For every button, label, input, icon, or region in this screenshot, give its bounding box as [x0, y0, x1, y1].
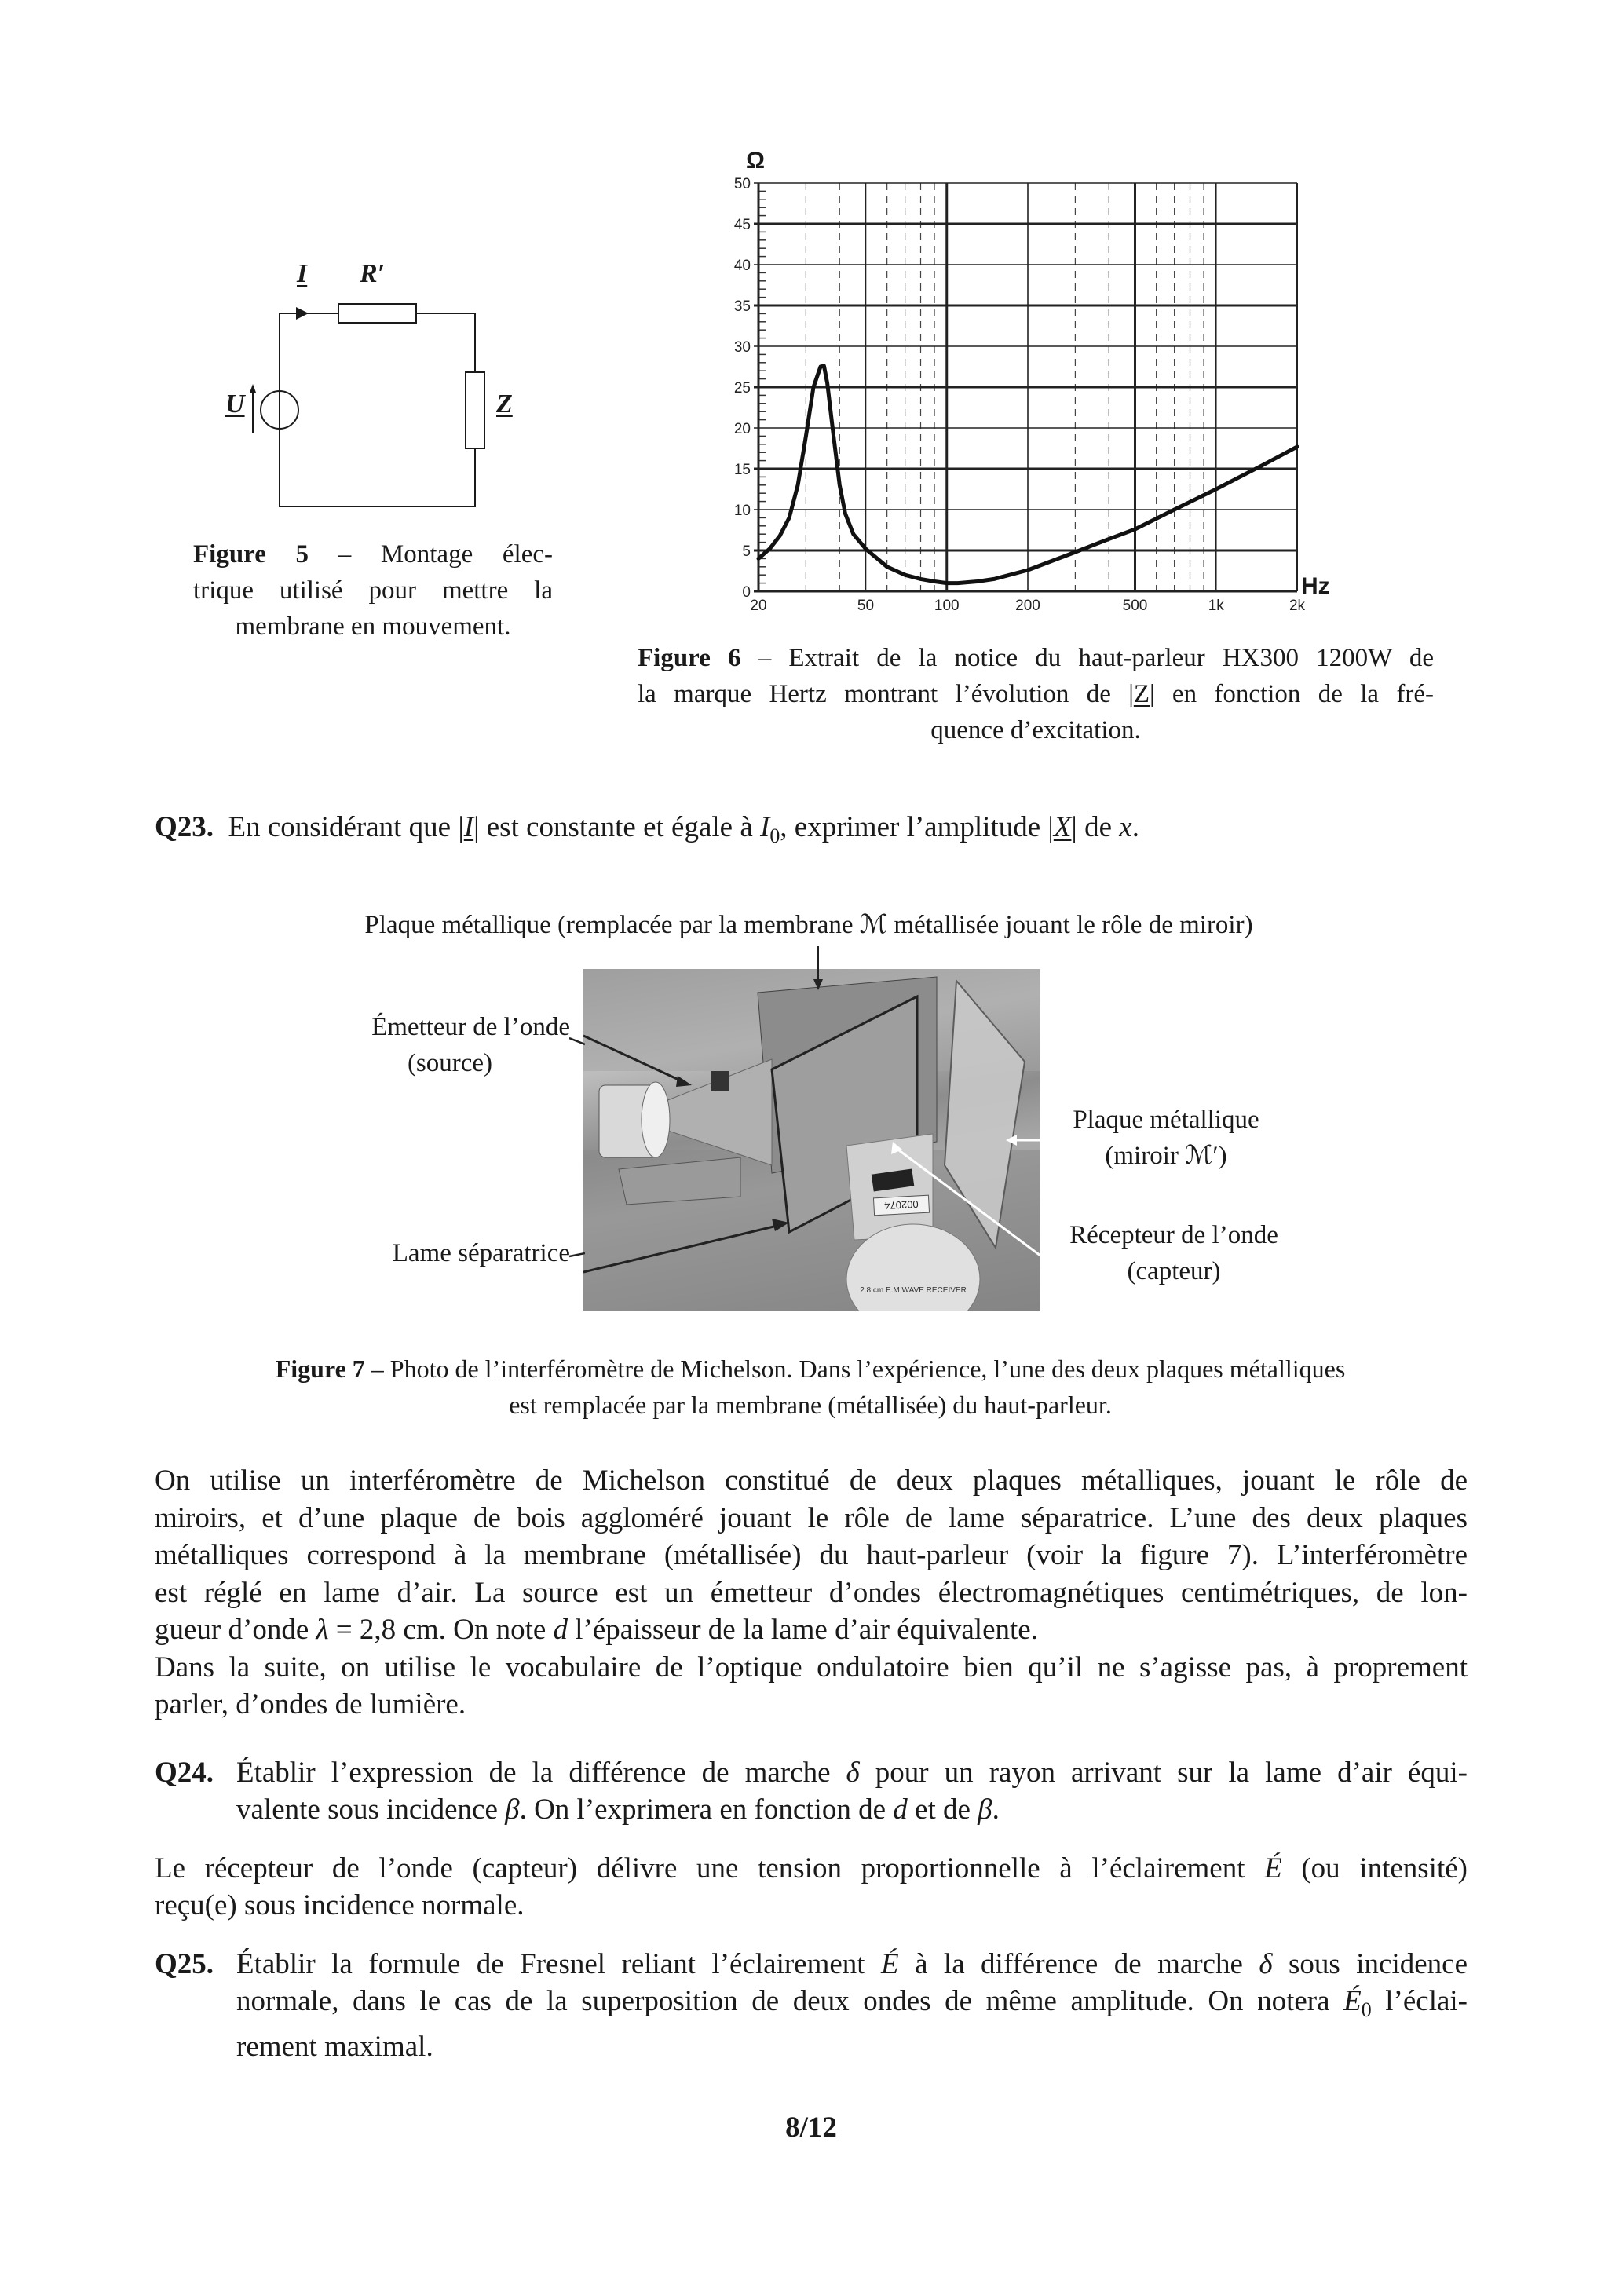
question-q24: Q24. Établir l’expression de la différence de marche δ pour un rayon arrivant sur la lame d’air équi- valente sous incidence β. On l’exprimera en fonction de d et de β.: [155, 1754, 1468, 1828]
voltage-arrow-icon: [250, 384, 256, 393]
svg-text:20: 20: [733, 421, 751, 437]
svg-text:2k: 2k: [1289, 598, 1306, 614]
impedance-z: [466, 372, 484, 448]
svg-text:10: 10: [733, 503, 751, 519]
chart-y-unit: Ω: [746, 148, 766, 174]
q23-number: Q23.: [155, 811, 214, 843]
label-source: U: [225, 389, 245, 419]
svg-text:5: 5: [742, 543, 751, 560]
svg-text:0: 0: [742, 584, 751, 601]
label-splitter: Lame séparatrice: [392, 1239, 570, 1267]
figure6-caption: Figure 6 – Extrait de la notice du haut-parleur HX300 1200W de la marque Hertz montrant l’évolution de |Z| en fonction de la fré- quence d’excitation.: [638, 644, 1435, 744]
svg-text:30: 30: [733, 339, 751, 356]
question-q25: Q25. Établir la formule de Fresnel reliant l’éclairement É à la différence de marche δ sous incidence normale, dans le cas de la superposition de deux ondes de même amplitude. On notera $É_0$ l’éclai- rement maximal.: [155, 1946, 1468, 2065]
q25-number: Q25.: [155, 1948, 214, 1980]
figure5-circuit: [212, 259, 542, 526]
svg-text:100: 100: [934, 598, 960, 614]
svg-text:35: 35: [733, 298, 751, 315]
figure5-caption: Figure 5 – Montage élec- trique utilisé pour mettre la membrane en mouvement.: [193, 540, 554, 641]
top-label-arrow-icon: [810, 946, 826, 993]
label-receiver: Récepteur de l’onde (capteur): [1069, 1221, 1278, 1285]
michelson-photo: [583, 969, 1040, 1311]
svg-text:2.8 cm E.M WAVE RECEIVER: 2.8 cm E.M WAVE RECEIVER: [860, 1286, 967, 1295]
chart-x-unit: Hz: [1301, 573, 1330, 599]
label-impedance: Z: [496, 389, 513, 419]
svg-text:15: 15: [733, 462, 751, 478]
label-current: I: [297, 259, 308, 288]
impedance-chart: [722, 149, 1351, 620]
svg-text:50: 50: [857, 598, 875, 614]
figure7-top-label: Plaque métallique (remplacée par la membrane ℳ métallisée jouant le rôle de miroir): [364, 911, 1253, 939]
current-arrow-icon: [296, 307, 309, 320]
svg-text:50: 50: [733, 176, 751, 192]
paragraph-receiver: Le récepteur de l’onde (capteur) délivre une tension proportionnelle à l’éclairement É (ou intensité) reçu(e) sous incidence normale.: [155, 1852, 1468, 1921]
svg-text:002074: 002074: [883, 1197, 919, 1212]
svg-text:20: 20: [750, 598, 767, 614]
left-label-leaders: [569, 1013, 585, 1272]
svg-text:200: 200: [1015, 598, 1040, 614]
svg-text:40: 40: [733, 258, 751, 274]
svg-text:1k: 1k: [1208, 598, 1224, 614]
svg-text:45: 45: [733, 217, 751, 233]
q24-number: Q24.: [155, 1757, 214, 1789]
svg-text:25: 25: [733, 380, 751, 397]
label-resistor: R′: [360, 259, 386, 288]
figure7-caption: Figure 7 – Photo de l’interféromètre de Michelson. Dans l’expérience, l’une des deux plaques métalliques est remplacée par la membrane (métallisée) du haut-parleur.: [275, 1355, 1346, 1419]
resistor-r-prime: [338, 304, 416, 323]
page-number: 8/12: [785, 2111, 837, 2144]
question-q23: Q23. En considérant que |I| est constante et égale à $I_0$, exprimer l’amplitude |X| de x.: [155, 811, 1139, 847]
michelson-photo-drawing: [583, 969, 1040, 1311]
label-emitter: Émetteur de l’onde (source): [371, 1013, 570, 1077]
paragraph-interferometer: On utilise un interféromètre de Michelson constitué de deux plaques métalliques, jouant le rôle de miroirs, et d’une plaque de bois aggloméré jouant le rôle de lame séparatrice. L’une des deux plaques métalliques correspond à la membrane (métallisée) du haut-parleur (voir la figure 7). L’interféromètre est réglé en lame d’air. La source est un émetteur d’ondes électromagnétiques centimétriques, de lon- gueur d’onde λ = 2,8 cm. On note d l’épaisseur de la lame d’air équivalente. Dans la suite, on utilise le vocabulaire de l’optique ondulatoire bien qu’il ne s’agisse pas, à proprement parler, d’ondes de lumière.: [155, 1464, 1468, 1720]
svg-text:500: 500: [1122, 598, 1148, 614]
label-mirror: Plaque métallique (miroir ℳ′): [1073, 1106, 1259, 1170]
